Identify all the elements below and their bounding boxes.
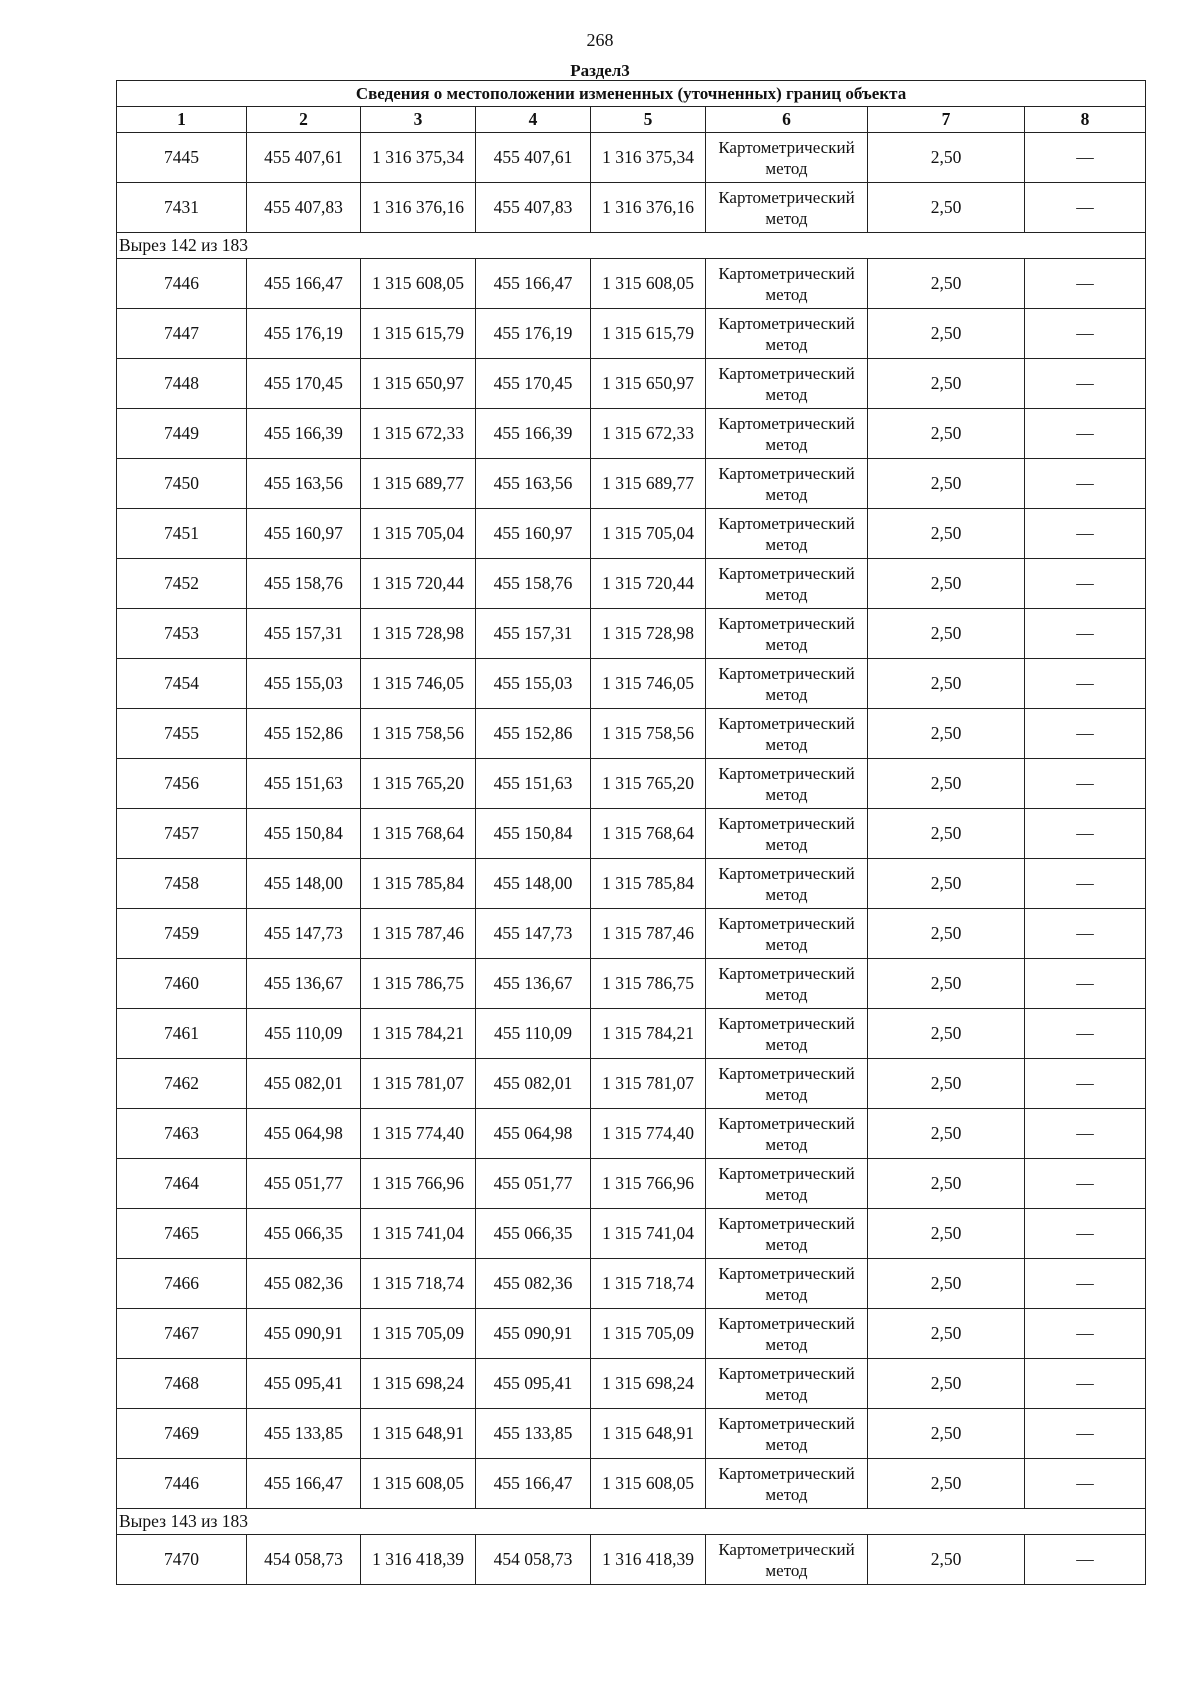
x-old-cell: 455 160,97 bbox=[247, 509, 361, 559]
method-cell: Картометрический метод bbox=[706, 359, 868, 409]
accuracy-cell: 2,50 bbox=[868, 759, 1025, 809]
description-cell: — bbox=[1025, 309, 1146, 359]
table-row bbox=[117, 259, 1146, 309]
table-row bbox=[117, 1109, 1146, 1159]
table-row bbox=[117, 809, 1146, 859]
accuracy-cell: 2,50 bbox=[868, 1109, 1025, 1159]
point-number-cell: 7448 bbox=[117, 359, 247, 409]
x-old-cell: 455 176,19 bbox=[247, 309, 361, 359]
y-new-cell: 1 315 672,33 bbox=[591, 409, 706, 459]
description-cell: — bbox=[1025, 1109, 1146, 1159]
column-header: 2 bbox=[247, 107, 361, 133]
method-cell: Картометрический метод bbox=[706, 459, 868, 509]
y-old-cell: 1 315 705,09 bbox=[361, 1309, 476, 1359]
table-row bbox=[117, 1159, 1146, 1209]
accuracy-cell: 2,50 bbox=[868, 1535, 1025, 1585]
x-new-cell: 455 136,67 bbox=[476, 959, 591, 1009]
y-old-cell: 1 315 608,05 bbox=[361, 259, 476, 309]
method-cell: Картометрический метод bbox=[706, 133, 868, 183]
table-row bbox=[117, 909, 1146, 959]
point-number-cell: 7463 bbox=[117, 1109, 247, 1159]
section-separator-row bbox=[117, 1509, 1146, 1535]
y-old-cell: 1 315 787,46 bbox=[361, 909, 476, 959]
description-cell: — bbox=[1025, 459, 1146, 509]
y-new-cell: 1 315 705,09 bbox=[591, 1309, 706, 1359]
x-old-cell: 455 152,86 bbox=[247, 709, 361, 759]
accuracy-cell: 2,50 bbox=[868, 1059, 1025, 1109]
table-row bbox=[117, 609, 1146, 659]
accuracy-cell: 2,50 bbox=[868, 959, 1025, 1009]
y-new-cell: 1 315 650,97 bbox=[591, 359, 706, 409]
y-new-cell: 1 315 781,07 bbox=[591, 1059, 706, 1109]
x-new-cell: 455 133,85 bbox=[476, 1409, 591, 1459]
x-new-cell: 455 158,76 bbox=[476, 559, 591, 609]
method-cell: Картометрический метод bbox=[706, 709, 868, 759]
y-new-cell: 1 315 786,75 bbox=[591, 959, 706, 1009]
y-old-cell: 1 315 768,64 bbox=[361, 809, 476, 859]
x-old-cell: 455 136,67 bbox=[247, 959, 361, 1009]
section-separator-label: Вырез 142 из 183 bbox=[117, 233, 1146, 259]
point-number-cell: 7452 bbox=[117, 559, 247, 609]
accuracy-cell: 2,50 bbox=[868, 809, 1025, 859]
x-new-cell: 455 066,35 bbox=[476, 1209, 591, 1259]
point-number-cell: 7466 bbox=[117, 1259, 247, 1309]
y-old-cell: 1 315 705,04 bbox=[361, 509, 476, 559]
x-new-cell: 455 407,83 bbox=[476, 183, 591, 233]
column-header: 7 bbox=[868, 107, 1025, 133]
accuracy-cell: 2,50 bbox=[868, 859, 1025, 909]
y-new-cell: 1 316 376,16 bbox=[591, 183, 706, 233]
description-cell: — bbox=[1025, 509, 1146, 559]
x-new-cell: 455 166,39 bbox=[476, 409, 591, 459]
x-old-cell: 455 151,63 bbox=[247, 759, 361, 809]
table-row bbox=[117, 859, 1146, 909]
table-row bbox=[117, 133, 1146, 183]
method-cell: Картометрический метод bbox=[706, 409, 868, 459]
y-new-cell: 1 315 768,64 bbox=[591, 809, 706, 859]
y-new-cell: 1 315 648,91 bbox=[591, 1409, 706, 1459]
y-new-cell: 1 315 718,74 bbox=[591, 1259, 706, 1309]
y-old-cell: 1 315 758,56 bbox=[361, 709, 476, 759]
method-cell: Картометрический метод bbox=[706, 1009, 868, 1059]
point-number-cell: 7470 bbox=[117, 1535, 247, 1585]
method-cell: Картометрический метод bbox=[706, 1109, 868, 1159]
description-cell: — bbox=[1025, 359, 1146, 409]
y-new-cell: 1 316 375,34 bbox=[591, 133, 706, 183]
y-old-cell: 1 315 766,96 bbox=[361, 1159, 476, 1209]
x-new-cell: 455 110,09 bbox=[476, 1009, 591, 1059]
x-old-cell: 455 095,41 bbox=[247, 1359, 361, 1409]
x-new-cell: 455 151,63 bbox=[476, 759, 591, 809]
x-new-cell: 455 163,56 bbox=[476, 459, 591, 509]
method-cell: Картометрический метод bbox=[706, 559, 868, 609]
table-row bbox=[117, 1259, 1146, 1309]
table-row bbox=[117, 183, 1146, 233]
description-cell: — bbox=[1025, 1409, 1146, 1459]
point-number-cell: 7446 bbox=[117, 1459, 247, 1509]
accuracy-cell: 2,50 bbox=[868, 183, 1025, 233]
table-row bbox=[117, 1009, 1146, 1059]
y-new-cell: 1 316 418,39 bbox=[591, 1535, 706, 1585]
y-new-cell: 1 315 720,44 bbox=[591, 559, 706, 609]
accuracy-cell: 2,50 bbox=[868, 1409, 1025, 1459]
method-cell: Картометрический метод bbox=[706, 509, 868, 559]
accuracy-cell: 2,50 bbox=[868, 709, 1025, 759]
x-new-cell: 455 152,86 bbox=[476, 709, 591, 759]
description-cell: — bbox=[1025, 759, 1146, 809]
table-row bbox=[117, 1459, 1146, 1509]
page-number: 268 bbox=[586, 30, 614, 50]
x-old-cell: 455 166,47 bbox=[247, 259, 361, 309]
x-new-cell: 455 155,03 bbox=[476, 659, 591, 709]
y-old-cell: 1 315 728,98 bbox=[361, 609, 476, 659]
description-cell: — bbox=[1025, 859, 1146, 909]
y-old-cell: 1 315 784,21 bbox=[361, 1009, 476, 1059]
point-number-cell: 7453 bbox=[117, 609, 247, 659]
column-header: 3 bbox=[361, 107, 476, 133]
x-old-cell: 455 407,61 bbox=[247, 133, 361, 183]
table-caption: Сведения о местоположении измененных (уточненных) границ объекта bbox=[117, 81, 1146, 107]
column-header: 8 bbox=[1025, 107, 1146, 133]
table-row bbox=[117, 759, 1146, 809]
column-header: 6 bbox=[706, 107, 868, 133]
accuracy-cell: 2,50 bbox=[868, 359, 1025, 409]
x-old-cell: 455 133,85 bbox=[247, 1409, 361, 1459]
accuracy-cell: 2,50 bbox=[868, 1259, 1025, 1309]
accuracy-cell: 2,50 bbox=[868, 609, 1025, 659]
table-row bbox=[117, 1535, 1146, 1585]
method-cell: Картометрический метод bbox=[706, 959, 868, 1009]
table-row bbox=[117, 559, 1146, 609]
description-cell: — bbox=[1025, 259, 1146, 309]
accuracy-cell: 2,50 bbox=[868, 1459, 1025, 1509]
y-new-cell: 1 315 766,96 bbox=[591, 1159, 706, 1209]
x-new-cell: 455 160,97 bbox=[476, 509, 591, 559]
y-new-cell: 1 315 741,04 bbox=[591, 1209, 706, 1259]
table-row bbox=[117, 709, 1146, 759]
table-row bbox=[117, 1409, 1146, 1459]
description-cell: — bbox=[1025, 409, 1146, 459]
y-new-cell: 1 315 608,05 bbox=[591, 259, 706, 309]
x-old-cell: 455 064,98 bbox=[247, 1109, 361, 1159]
point-number-cell: 7464 bbox=[117, 1159, 247, 1209]
point-number-cell: 7462 bbox=[117, 1059, 247, 1109]
y-new-cell: 1 315 698,24 bbox=[591, 1359, 706, 1409]
x-old-cell: 455 148,00 bbox=[247, 859, 361, 909]
x-old-cell: 455 082,01 bbox=[247, 1059, 361, 1109]
y-old-cell: 1 316 418,39 bbox=[361, 1535, 476, 1585]
y-old-cell: 1 315 774,40 bbox=[361, 1109, 476, 1159]
y-new-cell: 1 315 758,56 bbox=[591, 709, 706, 759]
method-cell: Картометрический метод bbox=[706, 759, 868, 809]
method-cell: Картометрический метод bbox=[706, 309, 868, 359]
point-number-cell: 7450 bbox=[117, 459, 247, 509]
point-number-cell: 7469 bbox=[117, 1409, 247, 1459]
description-cell: — bbox=[1025, 1059, 1146, 1109]
method-cell: Картометрический метод bbox=[706, 259, 868, 309]
description-cell: — bbox=[1025, 659, 1146, 709]
x-old-cell: 455 155,03 bbox=[247, 659, 361, 709]
table-caption-row bbox=[117, 81, 1146, 107]
table-row bbox=[117, 1209, 1146, 1259]
y-old-cell: 1 315 718,74 bbox=[361, 1259, 476, 1309]
point-number-cell: 7455 bbox=[117, 709, 247, 759]
point-number-cell: 7461 bbox=[117, 1009, 247, 1059]
point-number-cell: 7456 bbox=[117, 759, 247, 809]
y-old-cell: 1 315 615,79 bbox=[361, 309, 476, 359]
table-row bbox=[117, 309, 1146, 359]
x-new-cell: 455 166,47 bbox=[476, 1459, 591, 1509]
y-new-cell: 1 315 785,84 bbox=[591, 859, 706, 909]
accuracy-cell: 2,50 bbox=[868, 1309, 1025, 1359]
y-old-cell: 1 316 376,16 bbox=[361, 183, 476, 233]
method-cell: Картометрический метод bbox=[706, 1535, 868, 1585]
method-cell: Картометрический метод bbox=[706, 909, 868, 959]
column-header: 5 bbox=[591, 107, 706, 133]
point-number-cell: 7449 bbox=[117, 409, 247, 459]
x-old-cell: 455 166,39 bbox=[247, 409, 361, 459]
method-cell: Картометрический метод bbox=[706, 1459, 868, 1509]
x-old-cell: 455 051,77 bbox=[247, 1159, 361, 1209]
y-new-cell: 1 315 787,46 bbox=[591, 909, 706, 959]
x-new-cell: 455 176,19 bbox=[476, 309, 591, 359]
point-number-cell: 7467 bbox=[117, 1309, 247, 1359]
y-old-cell: 1 315 746,05 bbox=[361, 659, 476, 709]
description-cell: — bbox=[1025, 909, 1146, 959]
x-new-cell: 455 082,01 bbox=[476, 1059, 591, 1109]
column-header: 1 bbox=[117, 107, 247, 133]
accuracy-cell: 2,50 bbox=[868, 133, 1025, 183]
y-new-cell: 1 315 705,04 bbox=[591, 509, 706, 559]
x-old-cell: 455 407,83 bbox=[247, 183, 361, 233]
x-old-cell: 455 090,91 bbox=[247, 1309, 361, 1359]
x-new-cell: 455 147,73 bbox=[476, 909, 591, 959]
y-old-cell: 1 315 650,97 bbox=[361, 359, 476, 409]
x-new-cell: 455 082,36 bbox=[476, 1259, 591, 1309]
table-row bbox=[117, 459, 1146, 509]
accuracy-cell: 2,50 bbox=[868, 309, 1025, 359]
x-new-cell: 455 157,31 bbox=[476, 609, 591, 659]
x-new-cell: 455 166,47 bbox=[476, 259, 591, 309]
point-number-cell: 7451 bbox=[117, 509, 247, 559]
y-old-cell: 1 315 648,91 bbox=[361, 1409, 476, 1459]
accuracy-cell: 2,50 bbox=[868, 1359, 1025, 1409]
description-cell: — bbox=[1025, 1159, 1146, 1209]
table-row bbox=[117, 509, 1146, 559]
x-old-cell: 455 082,36 bbox=[247, 1259, 361, 1309]
y-old-cell: 1 315 765,20 bbox=[361, 759, 476, 809]
table-row bbox=[117, 359, 1146, 409]
description-cell: — bbox=[1025, 809, 1146, 859]
y-new-cell: 1 315 689,77 bbox=[591, 459, 706, 509]
table-row bbox=[117, 1059, 1146, 1109]
description-cell: — bbox=[1025, 609, 1146, 659]
point-number-cell: 7459 bbox=[117, 909, 247, 959]
x-new-cell: 455 148,00 bbox=[476, 859, 591, 909]
description-cell: — bbox=[1025, 1459, 1146, 1509]
table-row bbox=[117, 959, 1146, 1009]
table-row bbox=[117, 659, 1146, 709]
y-old-cell: 1 315 608,05 bbox=[361, 1459, 476, 1509]
y-old-cell: 1 315 741,04 bbox=[361, 1209, 476, 1259]
x-old-cell: 455 147,73 bbox=[247, 909, 361, 959]
accuracy-cell: 2,50 bbox=[868, 409, 1025, 459]
description-cell: — bbox=[1025, 559, 1146, 609]
table-row bbox=[117, 1359, 1146, 1409]
y-new-cell: 1 315 728,98 bbox=[591, 609, 706, 659]
point-number-cell: 7460 bbox=[117, 959, 247, 1009]
table-row bbox=[117, 409, 1146, 459]
description-cell: — bbox=[1025, 709, 1146, 759]
method-cell: Картометрический метод bbox=[706, 183, 868, 233]
description-cell: — bbox=[1025, 1009, 1146, 1059]
method-cell: Картометрический метод bbox=[706, 809, 868, 859]
accuracy-cell: 2,50 bbox=[868, 1009, 1025, 1059]
method-cell: Картометрический метод bbox=[706, 1409, 868, 1459]
x-old-cell: 455 150,84 bbox=[247, 809, 361, 859]
x-new-cell: 455 051,77 bbox=[476, 1159, 591, 1209]
section-separator-label: Вырез 143 из 183 bbox=[117, 1509, 1146, 1535]
accuracy-cell: 2,50 bbox=[868, 1209, 1025, 1259]
y-old-cell: 1 315 786,75 bbox=[361, 959, 476, 1009]
description-cell: — bbox=[1025, 1209, 1146, 1259]
column-header-row bbox=[117, 107, 1146, 133]
y-new-cell: 1 315 784,21 bbox=[591, 1009, 706, 1059]
x-old-cell: 455 163,56 bbox=[247, 459, 361, 509]
column-header: 4 bbox=[476, 107, 591, 133]
x-old-cell: 455 170,45 bbox=[247, 359, 361, 409]
accuracy-cell: 2,50 bbox=[868, 909, 1025, 959]
method-cell: Картометрический метод bbox=[706, 609, 868, 659]
accuracy-cell: 2,50 bbox=[868, 659, 1025, 709]
y-old-cell: 1 315 785,84 bbox=[361, 859, 476, 909]
point-number-cell: 7458 bbox=[117, 859, 247, 909]
x-old-cell: 455 157,31 bbox=[247, 609, 361, 659]
y-new-cell: 1 315 774,40 bbox=[591, 1109, 706, 1159]
method-cell: Картометрический метод bbox=[706, 1209, 868, 1259]
point-number-cell: 7457 bbox=[117, 809, 247, 859]
y-old-cell: 1 315 720,44 bbox=[361, 559, 476, 609]
accuracy-cell: 2,50 bbox=[868, 559, 1025, 609]
x-old-cell: 455 110,09 bbox=[247, 1009, 361, 1059]
y-new-cell: 1 315 608,05 bbox=[591, 1459, 706, 1509]
method-cell: Картометрический метод bbox=[706, 1159, 868, 1209]
accuracy-cell: 2,50 bbox=[868, 1159, 1025, 1209]
point-number-cell: 7465 bbox=[117, 1209, 247, 1259]
x-new-cell: 454 058,73 bbox=[476, 1535, 591, 1585]
section-title: Раздел3 bbox=[570, 61, 630, 80]
point-number-cell: 7447 bbox=[117, 309, 247, 359]
point-number-cell: 7446 bbox=[117, 259, 247, 309]
point-number-cell: 7431 bbox=[117, 183, 247, 233]
y-new-cell: 1 315 765,20 bbox=[591, 759, 706, 809]
y-old-cell: 1 315 672,33 bbox=[361, 409, 476, 459]
description-cell: — bbox=[1025, 183, 1146, 233]
description-cell: — bbox=[1025, 1259, 1146, 1309]
y-new-cell: 1 315 615,79 bbox=[591, 309, 706, 359]
x-new-cell: 455 090,91 bbox=[476, 1309, 591, 1359]
y-old-cell: 1 315 781,07 bbox=[361, 1059, 476, 1109]
boundary-coordinates-table bbox=[116, 80, 1146, 1585]
y-old-cell: 1 315 698,24 bbox=[361, 1359, 476, 1409]
y-old-cell: 1 316 375,34 bbox=[361, 133, 476, 183]
accuracy-cell: 2,50 bbox=[868, 509, 1025, 559]
table-row bbox=[117, 1309, 1146, 1359]
y-old-cell: 1 315 689,77 bbox=[361, 459, 476, 509]
x-new-cell: 455 170,45 bbox=[476, 359, 591, 409]
x-new-cell: 455 150,84 bbox=[476, 809, 591, 859]
x-old-cell: 454 058,73 bbox=[247, 1535, 361, 1585]
x-new-cell: 455 095,41 bbox=[476, 1359, 591, 1409]
x-old-cell: 455 066,35 bbox=[247, 1209, 361, 1259]
description-cell: — bbox=[1025, 959, 1146, 1009]
section-separator-row bbox=[117, 233, 1146, 259]
accuracy-cell: 2,50 bbox=[868, 259, 1025, 309]
method-cell: Картометрический метод bbox=[706, 1259, 868, 1309]
method-cell: Картометрический метод bbox=[706, 859, 868, 909]
point-number-cell: 7468 bbox=[117, 1359, 247, 1409]
y-new-cell: 1 315 746,05 bbox=[591, 659, 706, 709]
method-cell: Картометрический метод bbox=[706, 1059, 868, 1109]
x-old-cell: 455 158,76 bbox=[247, 559, 361, 609]
method-cell: Картометрический метод bbox=[706, 1309, 868, 1359]
description-cell: — bbox=[1025, 1309, 1146, 1359]
description-cell: — bbox=[1025, 1359, 1146, 1409]
description-cell: — bbox=[1025, 133, 1146, 183]
method-cell: Картометрический метод bbox=[706, 659, 868, 709]
x-new-cell: 455 407,61 bbox=[476, 133, 591, 183]
accuracy-cell: 2,50 bbox=[868, 459, 1025, 509]
point-number-cell: 7445 bbox=[117, 133, 247, 183]
point-number-cell: 7454 bbox=[117, 659, 247, 709]
method-cell: Картометрический метод bbox=[706, 1359, 868, 1409]
x-new-cell: 455 064,98 bbox=[476, 1109, 591, 1159]
x-old-cell: 455 166,47 bbox=[247, 1459, 361, 1509]
description-cell: — bbox=[1025, 1535, 1146, 1585]
